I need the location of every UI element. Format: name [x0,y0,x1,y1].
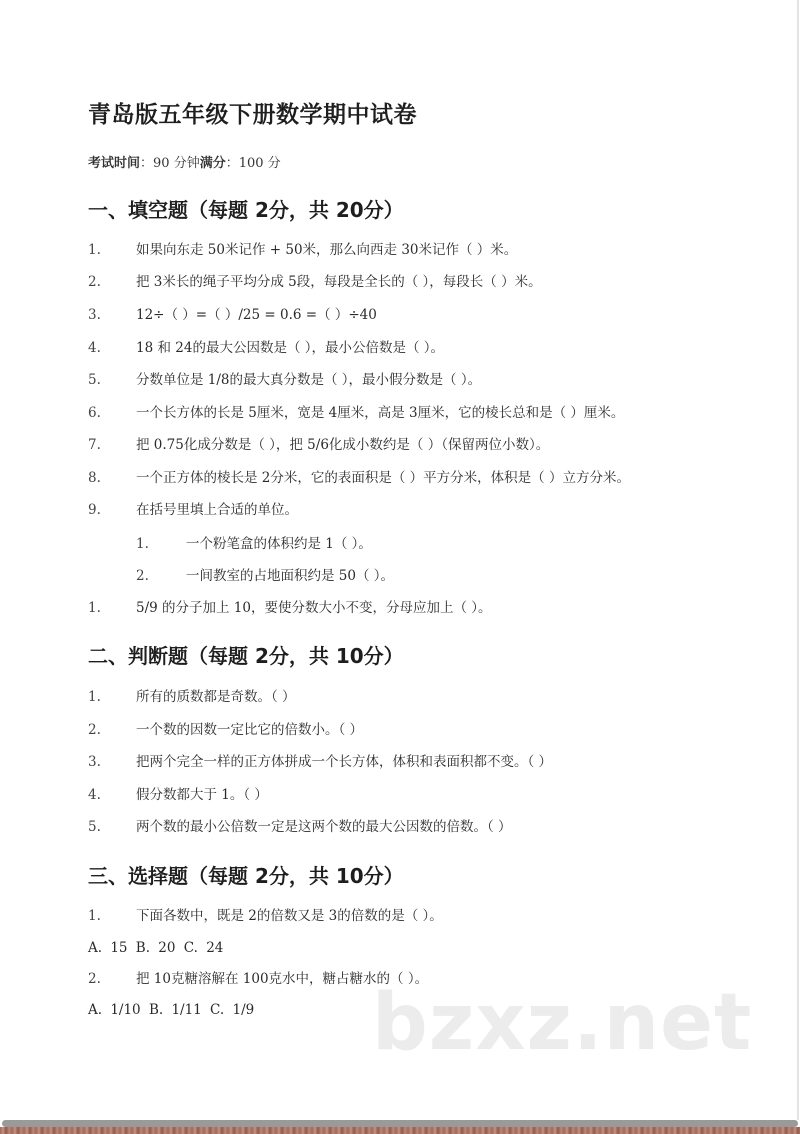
section-heading-fill-blank: 一、填空题（每题 2分，共 20分） [88,198,404,222]
question-number: 5. [88,372,101,388]
question-text: 一个长方体的长是 5厘米，宽是 4厘米，高是 3厘米，它的棱长总和是（ ）厘米。 [136,405,625,421]
question-text: 把 10克糖溶解在 100克水中，糖占糖水的（ ）。 [136,971,429,987]
question-number: 4. [88,340,101,356]
question-text: 如果向东走 50米记作 + 50米，那么向西走 30米记作（ ）米。 [136,242,518,258]
question-text: 两个数的最小公倍数一定是这两个数的最大公因数的倍数。（ ） [136,819,512,835]
full-score-label: 满分 [199,156,226,171]
answer-options: A. 15 B. 20 C. 24 [88,940,224,956]
question-text: 把 3米长的绳子平均分成 5段，每段是全长的（ ），每段长（ ）米。 [136,274,542,290]
background-strip [0,1127,800,1134]
exam-time-value: ：90 分钟 [140,156,200,171]
question-number: 1. [88,242,101,258]
question-number: 3. [88,307,101,323]
question-number: 2. [88,274,101,290]
question-number: 3. [88,754,101,770]
question-text: 假分数都大于 1。（ ） [136,787,268,803]
section-heading-true-false: 二、判断题（每题 2分，共 10分） [88,644,404,668]
sub-question-text: 一间教室的占地面积约是 50（ ）。 [186,568,395,584]
question-text: 一个正方体的棱长是 2分米，它的表面积是（ ）平方分米，体积是（ ）立方分米。 [136,470,630,486]
question-text: 12÷（ ）=（ ）/25 = 0.6 =（ ）÷40 [136,307,377,323]
sub-question-number: 1. [136,536,149,552]
horizontal-scrollbar[interactable] [2,1120,798,1127]
page-title: 青岛版五年级下册数学期中试卷 [88,102,417,128]
exam-time-label: 考试时间 [88,156,141,171]
question-number: 4. [88,787,101,803]
sub-question-number: 2. [136,568,149,584]
question-text: 分数单位是 1/8的最大真分数是（ ），最小假分数是（ ）。 [136,372,482,388]
question-number: 8. [88,470,101,486]
question-number: 7. [88,437,101,453]
question-text: 把 0.75化成分数是（ ），把 5/6化成小数约是（ ）（保留两位小数）。 [136,437,550,453]
section-heading-multiple-choice: 三、选择题（每题 2分，共 10分） [88,864,404,888]
question-text: 在括号里填上合适的单位。 [136,502,298,518]
question-text: 一个数的因数一定比它的倍数小。（ ） [136,722,364,738]
exam-meta [88,152,281,171]
question-number: 9. [88,502,101,518]
question-number: 1. [88,689,101,705]
question-number: 2. [88,722,101,738]
full-score-value: ：100 分 [225,156,281,171]
question-number: 6. [88,405,101,421]
question-text: 5/9 的分子加上 10，要使分数大小不变，分母应加上（ ）。 [136,600,492,616]
question-text: 把两个完全一样的正方体拼成一个长方体，体积和表面积都不变。（ ） [136,754,553,770]
question-number: 5. [88,819,101,835]
question-number: 2. [88,971,101,987]
answer-options: A. 1/10 B. 1/11 C. 1/9 [88,1002,255,1018]
sub-question-text: 一个粉笔盒的体积约是 1（ ）。 [186,536,372,552]
question-text: 18 和 24的最大公因数是（ ），最小公倍数是（ ）。 [136,340,445,356]
question-text: 所有的质数都是奇数。（ ） [136,689,296,705]
question-number: 1. [88,600,101,616]
question-number: 1. [88,908,101,924]
watermark: bzxz.net [372,978,753,1068]
question-text: 下面各数中，既是 2的倍数又是 3的倍数的是（ ）。 [136,908,443,924]
